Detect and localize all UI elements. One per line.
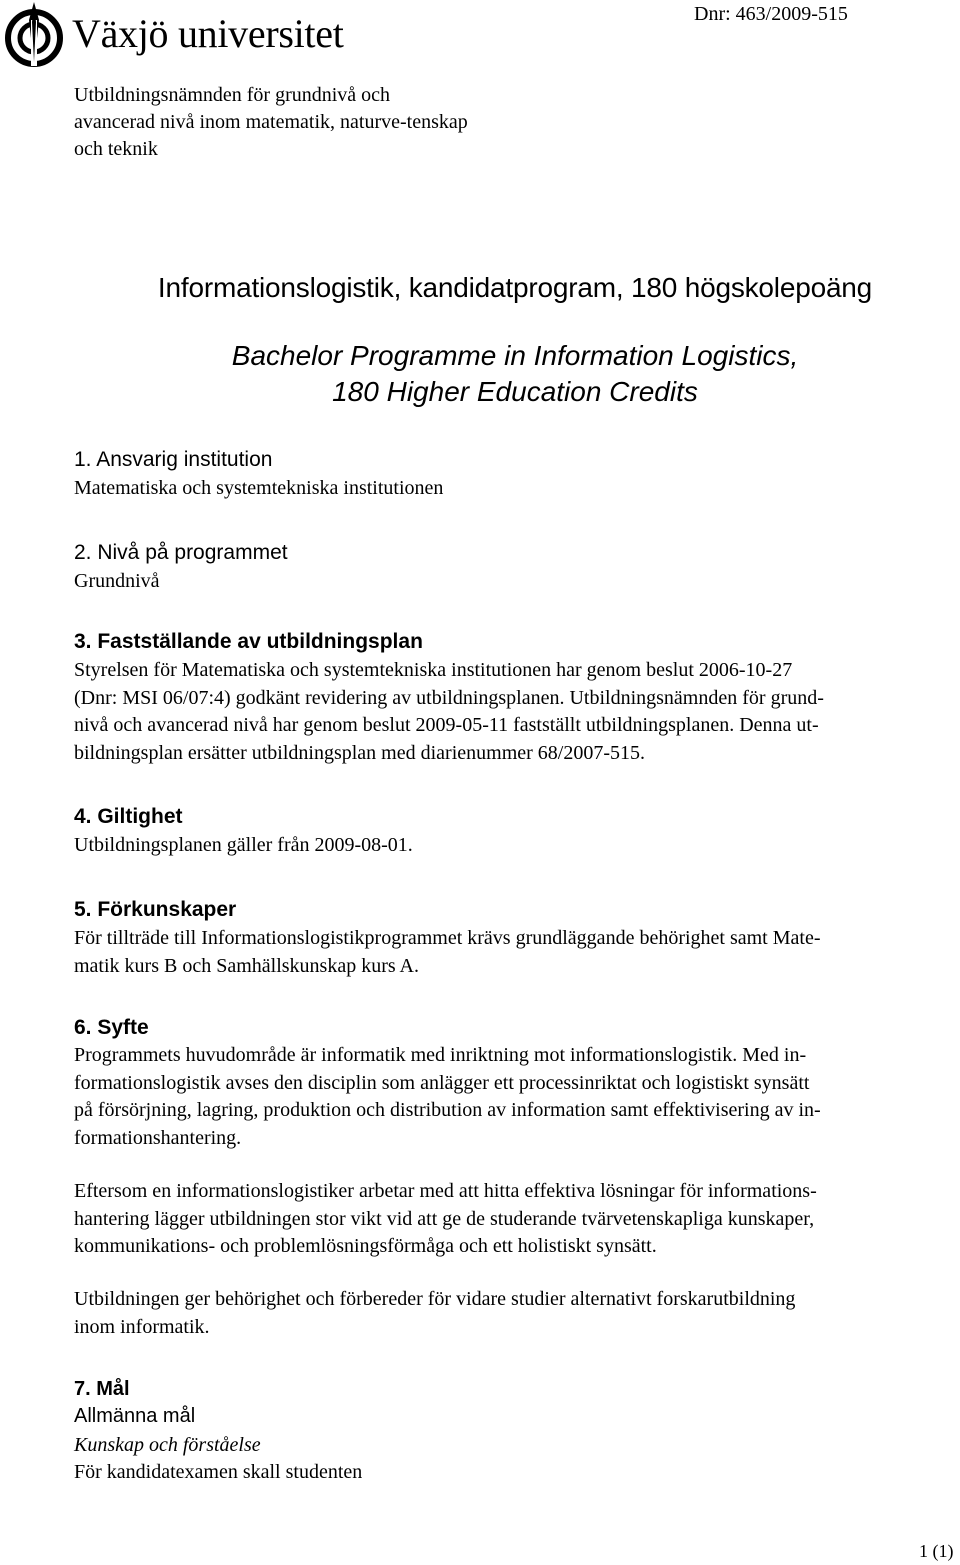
page-number: 1 (1) (919, 1541, 954, 1561)
section-4-heading: 4. Giltighet (74, 805, 183, 828)
text-line: kommunikations- och problemlösningsförmåga och ett holistiskt synsätt. (74, 1235, 657, 1257)
text-line: formationshantering. (74, 1126, 242, 1149)
text-line: hantering lägger utbildningen stor vikt vid att ge de studerande tvärvetenskapliga kunskaper, (74, 1207, 815, 1230)
text-line: Eftersom en informationslogistiker arbetar med att hitta effektiva lösningar för informations- (74, 1180, 817, 1202)
section-2-heading: 2. Nivå på programmet (74, 541, 288, 564)
subtitle-line-2: 180 Higher Education Credits (332, 376, 698, 407)
text-line: bildningsplan ersätter utbildningsplan med diarienummer 68/2007-515. (74, 741, 646, 764)
text-line: formationslogistik avses den disciplin som anlägger ett processinriktat och logistiskt synsätt (74, 1071, 810, 1094)
document-number: Dnr: 463/2009-515 (694, 3, 848, 25)
section-7-subheading: Allmänna mål (74, 1405, 196, 1427)
section-2-body: Grundnivå (74, 570, 160, 592)
section-6-paragraph-3 (74, 1286, 954, 1341)
section-3-heading: 3. Fastställande av utbildningsplan (74, 630, 423, 653)
section-4-body: Utbildningsplanen gäller från 2009-08-01. (74, 834, 413, 856)
text-line: Utbildningen ger behörighet och förbereder för vidare studier alternativt forskarutbildning (74, 1288, 796, 1310)
page-title: Informationslogistik, kandidatprogram, 180 högskolepoäng (157, 272, 873, 303)
section-5-body (74, 925, 954, 980)
committee-name: Utbildningsnämnden för grundnivå och avancerad nivå inom matematik, naturve-tenskap och teknik (74, 84, 468, 160)
section-7-body: För kandidatexamen skall studenten (74, 1461, 363, 1483)
section-1-heading: 1. Ansvarig institution (74, 448, 273, 471)
section-3-body (74, 657, 954, 767)
section-6-heading: 6. Syfte (74, 1016, 149, 1039)
text-line: nivå och avancerad nivå har genom beslut 2009-05-11 fastställt utbildningsplanen. Denna ut- (74, 714, 819, 736)
text-line: på försörjning, lagring, produktion och distribution av information samt effektivisering av in- (74, 1099, 821, 1121)
text-line: Programmets huvudområde är informatik med inriktning mot informationslogistik. Med in- (74, 1044, 807, 1066)
page-subtitle (0, 338, 960, 410)
section-6-paragraph-2 (74, 1178, 954, 1261)
text-line: (Dnr: MSI 06/07:4) godkänt revidering av utbildningsplanen. Utbildningsnämnden för grund- (74, 686, 824, 709)
university-name: Växjö universitet (72, 11, 344, 56)
subtitle-line-1: Bachelor Programme in Information Logistics, (231, 340, 799, 371)
text-line: Styrelsen för Matematiska och systemtekniska institutionen har genom beslut 2006-10-27 (74, 659, 793, 681)
text-line: inom informatik. (74, 1315, 210, 1338)
text-line: För tillträde till Informationslogistikprogrammet krävs grundläggande behörighet samt Mate- (74, 927, 821, 949)
section-7-italic-heading: Kunskap och förståelse (74, 1434, 261, 1456)
section-7-heading: 7. Mål (74, 1378, 130, 1400)
section-5-heading: 5. Förkunskaper (74, 898, 237, 921)
text-line: matik kurs B och Samhällskunskap kurs A. (74, 954, 419, 977)
section-6-paragraph-1 (74, 1042, 954, 1152)
section-1-body: Matematiska och systemtekniska institutionen (74, 477, 444, 499)
